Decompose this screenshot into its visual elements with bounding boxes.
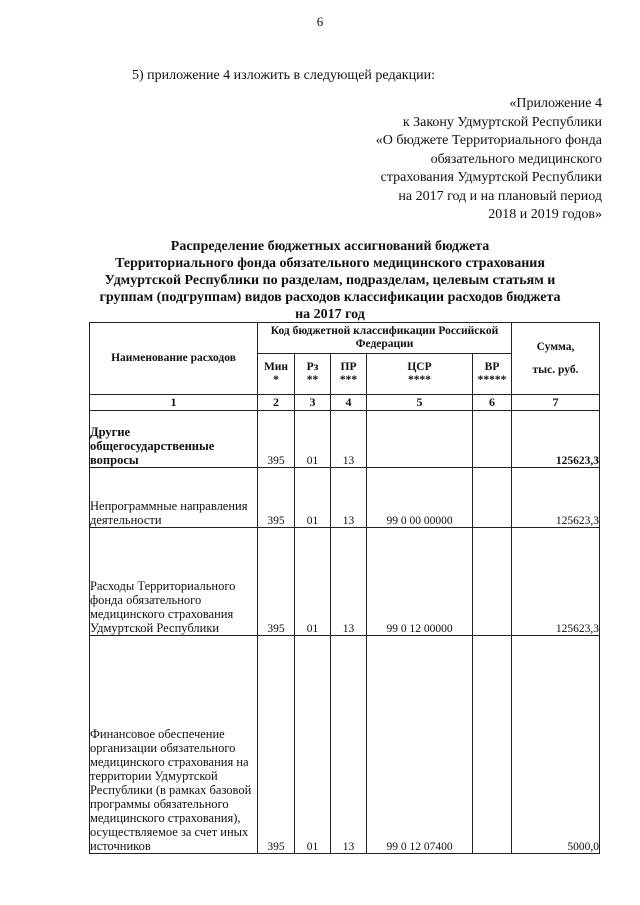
row-pr: 13: [331, 636, 367, 854]
row-sum: 125623,3: [512, 528, 600, 636]
row-vr: [473, 528, 512, 636]
row-csr: [367, 411, 473, 468]
appendix-line: к Закону Удмуртской Республики: [402, 114, 602, 130]
title-line: Распределение бюджетных ассигнований бюджета: [170, 239, 490, 254]
appendix-line: «О бюджете Территориального фонда: [375, 133, 602, 148]
column-number: 2: [258, 395, 295, 411]
title-line: Удмуртской Республики по разделам, подразделам, целевым статьям и: [104, 273, 556, 288]
row-rz: 01: [295, 411, 331, 468]
row-csr: 99 0 00 00000: [367, 468, 473, 528]
column-number: 5: [367, 395, 473, 411]
document-title: [70, 238, 590, 323]
header-vr: ВР *****: [473, 354, 512, 395]
header-sum-line: Сумма,: [536, 340, 575, 353]
row-min: 395: [258, 528, 295, 636]
amendment-intro: 5) приложение 4 изложить в следующей редакции:: [132, 68, 435, 83]
row-name: Другие общегосударственные вопросы: [90, 411, 258, 468]
column-number: 3: [295, 395, 331, 411]
header-min: Мин *: [258, 354, 295, 395]
row-min: 395: [258, 468, 295, 528]
table-row: [90, 636, 600, 854]
row-vr: [473, 636, 512, 854]
column-number: 7: [512, 395, 600, 411]
row-sum: 125623,3: [512, 468, 600, 528]
header-classification-code: Код бюджетной классификации Российской Федерации: [258, 323, 512, 354]
header-pr: ПР ***: [331, 354, 367, 395]
row-min: 395: [258, 636, 295, 854]
row-name: Расходы Территориального фонда обязательного медицинского страхования Удмуртской Республики: [90, 528, 258, 636]
title-line: группам (подгруппам) видов расходов классификации расходов бюджета: [99, 290, 561, 305]
appendix-line: обязательного медицинского: [430, 151, 602, 167]
page-number: 6: [316, 14, 324, 29]
appendix-line: «Приложение 4: [509, 96, 602, 111]
row-sum: 125623,3: [512, 411, 600, 468]
table-row: [90, 411, 600, 468]
row-name: Непрограммные направления деятельности: [90, 468, 258, 528]
row-sum: 5000,0: [512, 636, 600, 854]
header-sum: [512, 323, 600, 395]
column-number: 6: [473, 395, 512, 411]
header-csr: ЦСР ****: [367, 354, 473, 395]
row-csr: 99 0 12 07400: [367, 636, 473, 854]
row-min: 395: [258, 411, 295, 468]
header-rz: Рз **: [295, 354, 331, 395]
column-number: 1: [90, 395, 258, 411]
row-rz: 01: [295, 636, 331, 854]
row-vr: [473, 411, 512, 468]
table-row: [90, 528, 600, 636]
table-row: [90, 468, 600, 528]
row-name: Финансовое обеспечение организации обязательного медицинского страхования на территории Удмуртской Республики (в рамках базовой программы обязательного медицинского страхования), осуществляемое за счет иных источников: [90, 636, 258, 854]
row-csr: 99 0 12 00000: [367, 528, 473, 636]
budget-table: [89, 322, 600, 854]
appendix-reference: [376, 95, 602, 225]
row-pr: 13: [331, 468, 367, 528]
row-rz: 01: [295, 468, 331, 528]
row-rz: 01: [295, 528, 331, 636]
row-pr: 13: [331, 411, 367, 468]
appendix-line: 2018 и 2019 годов»: [488, 207, 602, 222]
title-line: Территориального фонда обязательного медицинского страхования: [115, 256, 545, 271]
title-line: на 2017 год: [295, 307, 365, 322]
header-sum-unit: тыс. руб.: [532, 363, 579, 376]
column-numbers-row: [90, 395, 600, 411]
column-number: 4: [331, 395, 367, 411]
appendix-line: страхования Удмуртской Республики: [380, 170, 602, 185]
row-pr: 13: [331, 528, 367, 636]
header-name: Наименование расходов: [90, 323, 258, 395]
appendix-line: на 2017 год и на плановый период: [398, 188, 602, 204]
row-vr: [473, 468, 512, 528]
